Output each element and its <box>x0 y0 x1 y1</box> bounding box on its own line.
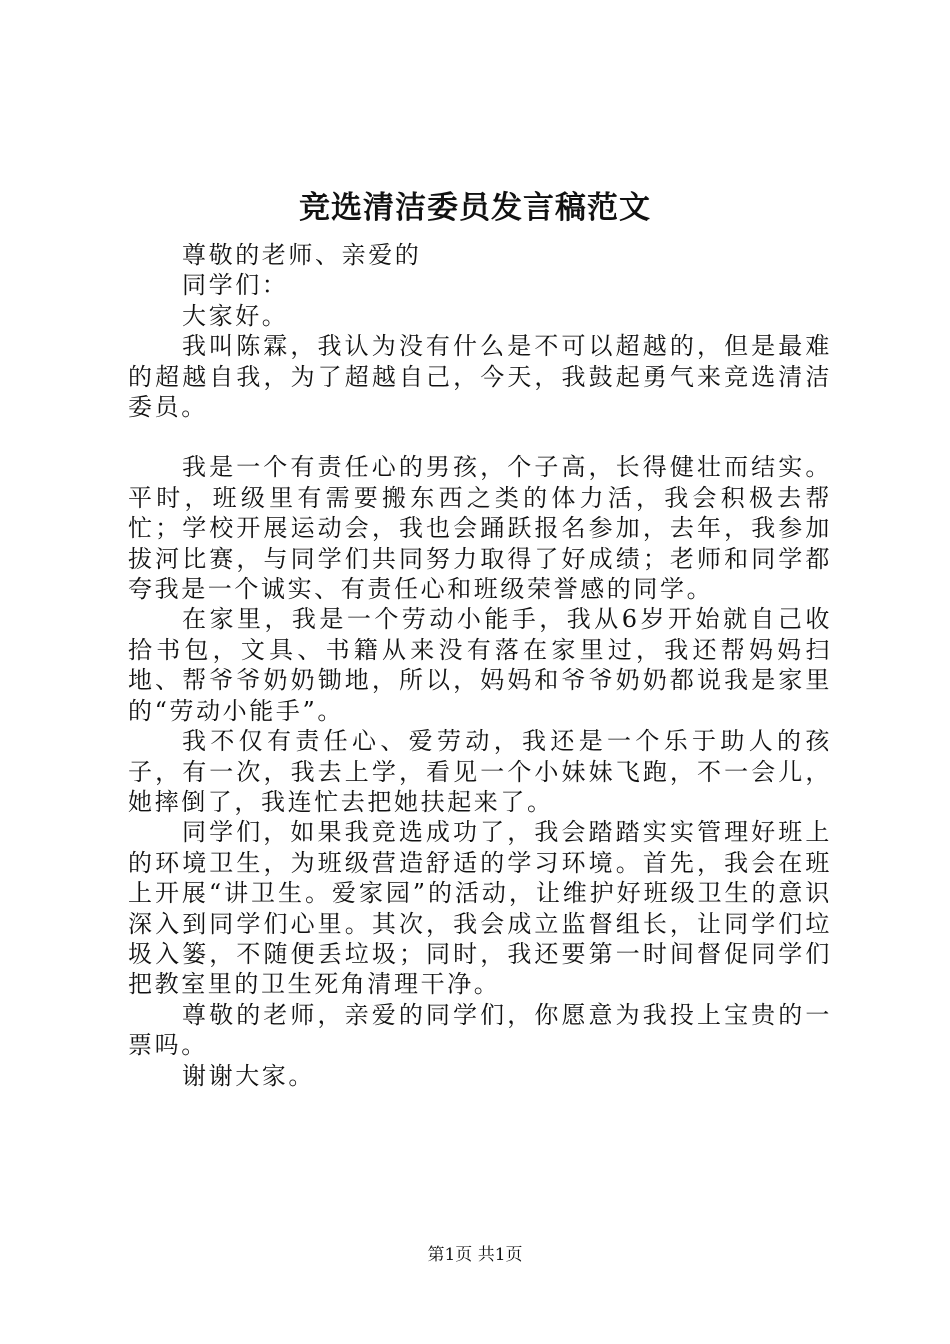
document-title: 竞选清洁委员发言稿范文 <box>299 190 651 226</box>
paragraph-thanks: 谢谢大家。 <box>182 1061 315 1090</box>
paragraph-appeal: 尊敬的老师，亲爱的同学们，你愿意为我投上宝贵的一票吗。 <box>128 1000 832 1060</box>
greeting-line-1: 尊敬的老师、亲爱的 <box>182 241 422 269</box>
document-body <box>128 240 832 1091</box>
paragraph-plan: 同学们，如果我竞选成功了，我会踏踏实实管理好班上的环境卫生，为班级营造舒适的学习环境。首先，我会在班上开展“讲卫生。爱家园”的活动，让维护好班级卫生的意识深入到同学们心里。其次，我会成立监督组长，让同学们垃圾入篓，不随便丢垃圾；同时，我还要第一时间督促同学们把教室里的卫生死角清理干净。 <box>128 818 832 999</box>
page-footer: 第1页 共1页 <box>427 1245 523 1265</box>
greeting-line-3: 大家好。 <box>182 301 289 330</box>
paragraph-intro: 我叫陈霖，我认为没有什么是不可以超越的，但是最难的超越自我，为了超越自己，今天，我鼓起勇气来竞选清洁委员。 <box>128 332 832 422</box>
paragraph-helpful: 我不仅有责任心、爱劳动，我还是一个乐于助人的孩子，有一次，我去上学，看见一个小妹妹飞跑，不一会儿，她摔倒了，我连忙去把她扶起来了。 <box>128 727 832 816</box>
paragraph-responsibility: 我是一个有责任心的男孩，个子高，长得健壮而结实。平时，班级里有需要搬东西之类的体力活，我会积极去帮忙；学校开展运动会，我也会踊跃报名参加，去年，我参加拔河比赛，与同学们共同努力取得了好成绩；老师和同学都夸我是一个诚实、有责任心和班级荣誉感的同学。 <box>128 453 832 604</box>
greeting-line-2: 同学们： <box>182 271 289 300</box>
paragraph-home: 在家里，我是一个劳动小能手，我从6岁开始就自己收拾书包，文具、书籍从来没有落在家里过，我还帮妈妈扫地、帮爷爷奶奶锄地，所以，妈妈和爷爷奶奶都说我是家里的“劳动小能手”。 <box>128 605 832 725</box>
